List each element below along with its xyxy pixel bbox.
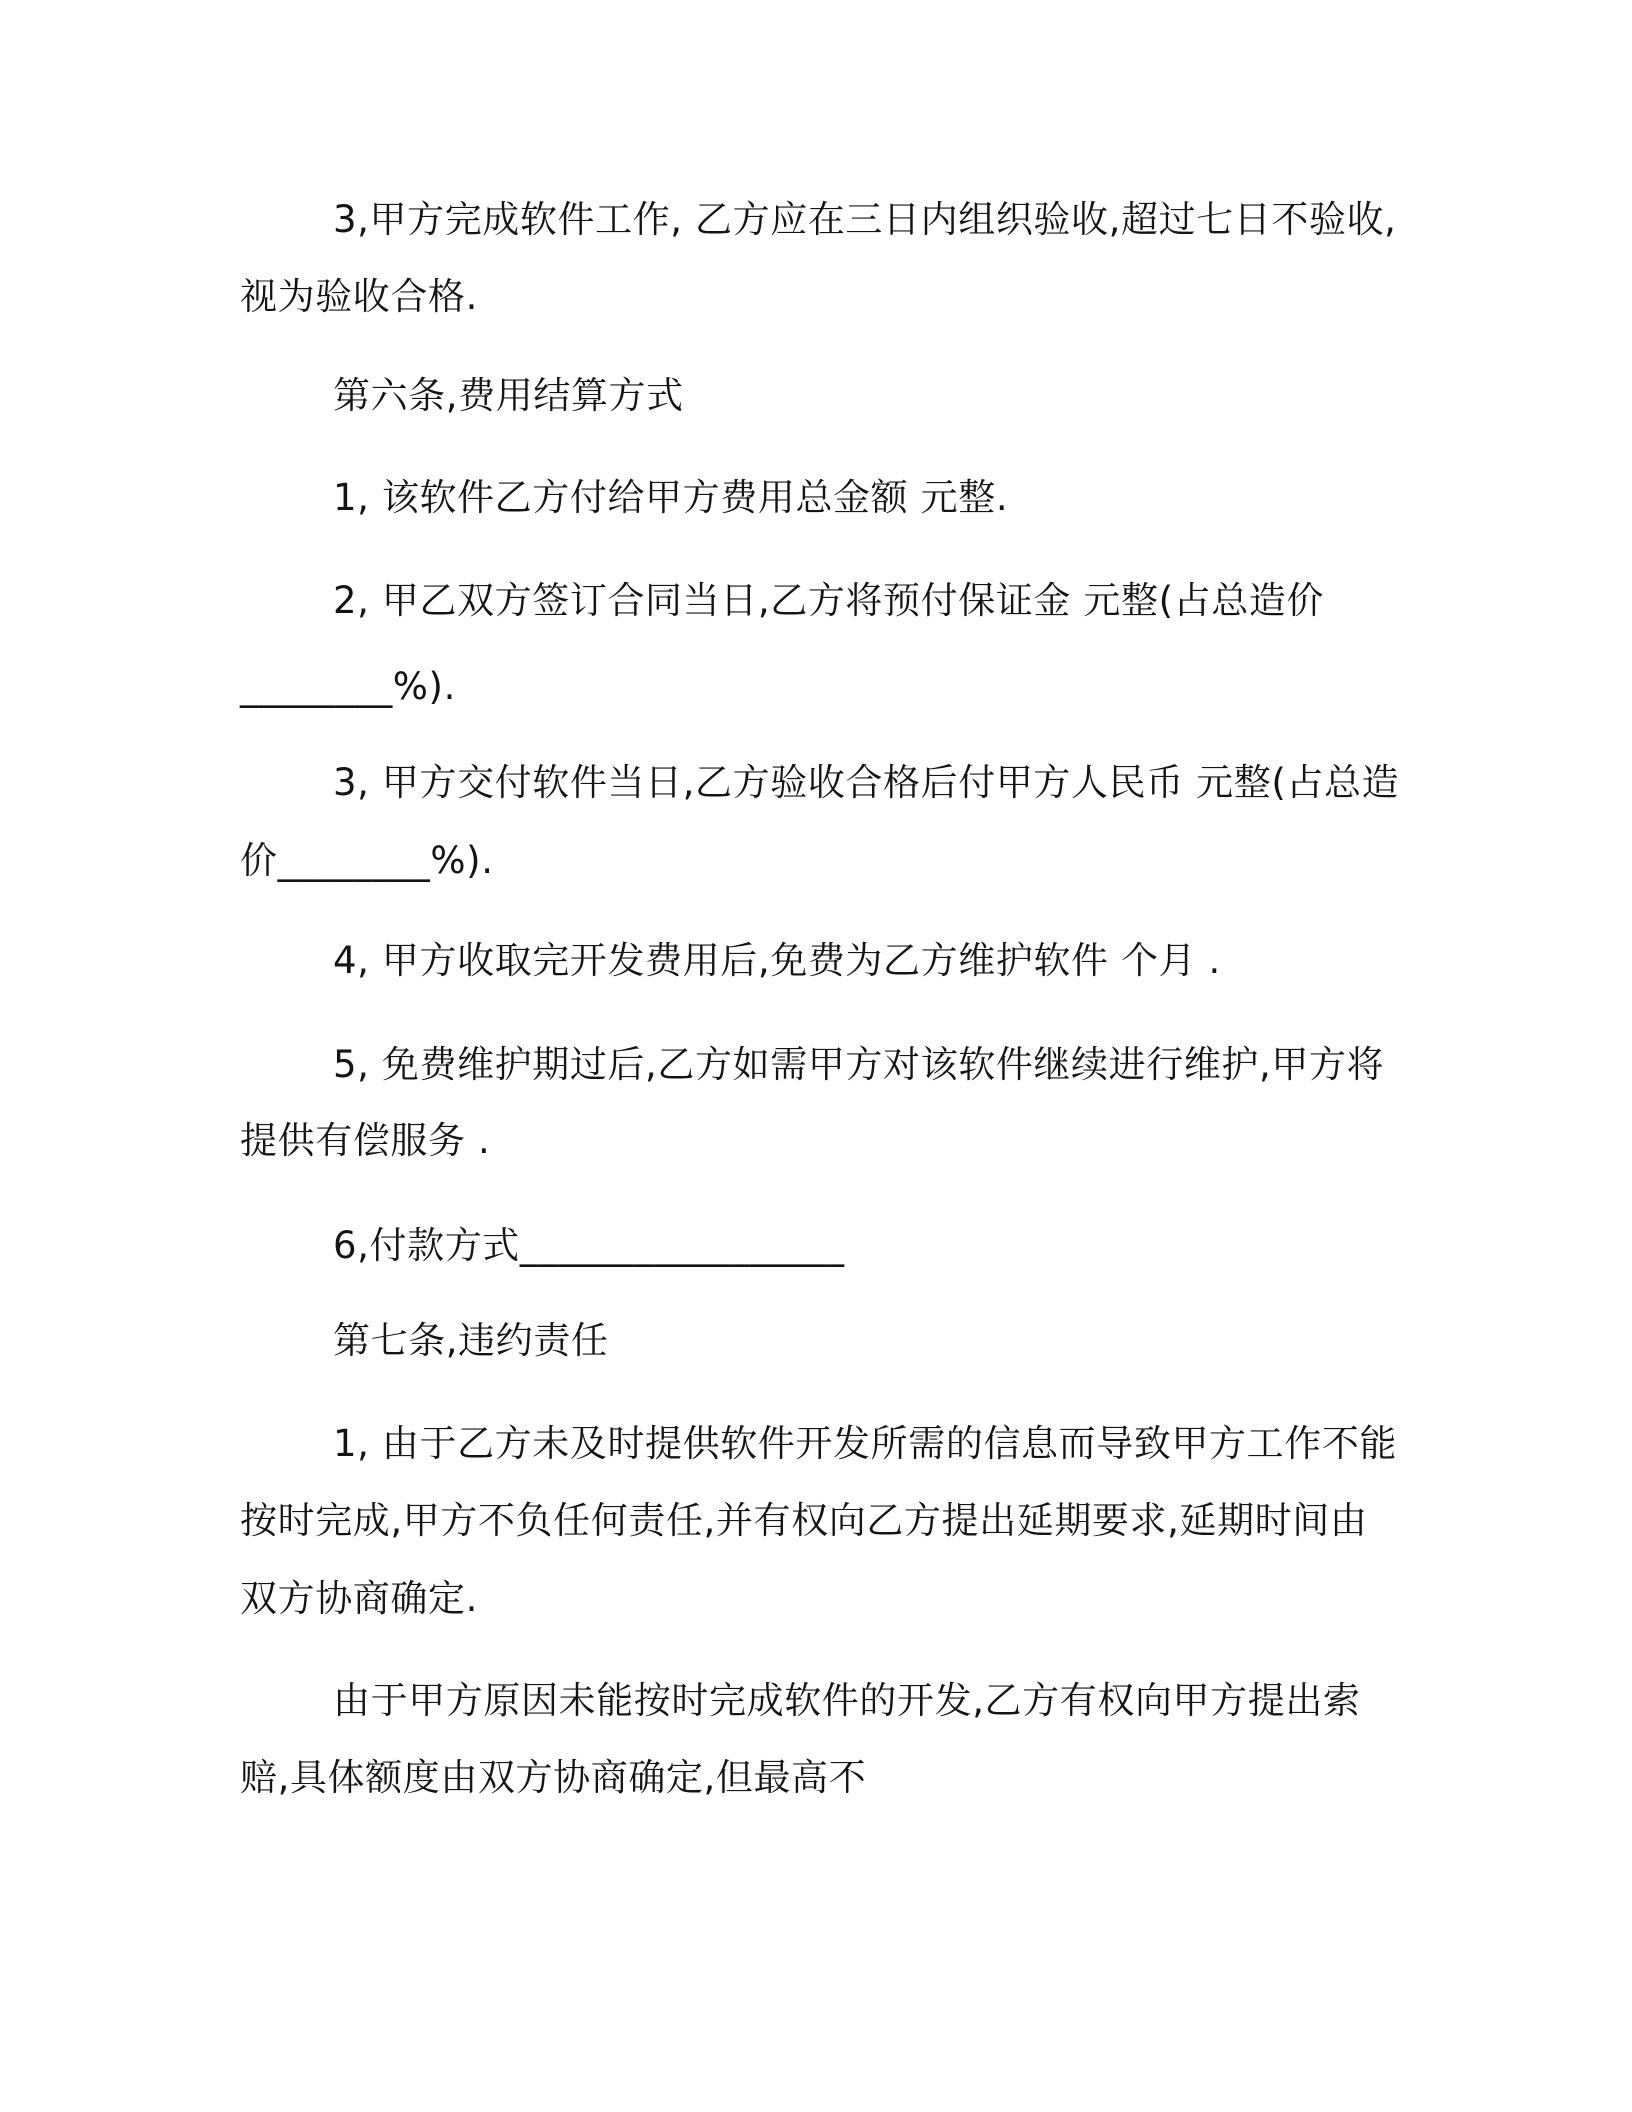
paragraph-line: 提供有偿服务 . [240, 1119, 491, 1162]
paragraph-line: 由于甲方原因未能按时完成软件的开发,乙方有权向甲方提出索 [333, 1679, 1361, 1722]
paragraph-line: 1, 该软件乙方付给甲方费用总金额 元整. [333, 476, 1009, 519]
paragraph-line: 双方协商确定. [240, 1577, 478, 1620]
paragraph-line: 2, 甲乙双方签订合同当日,乙方将预付保证金 元整(占总造价 [333, 579, 1325, 622]
paragraph-line: 5, 免费维护期过后,乙方如需甲方对该软件继续进行维护,甲方将 [333, 1043, 1385, 1086]
paragraph-line: 3, 甲方交付软件当日,乙方验收合格后付甲方人民币 元整(占总造 [333, 761, 1400, 804]
paragraph-line: 4, 甲方收取完开发费用后,免费为乙方维护软件 个月 . [333, 939, 1221, 982]
paragraph-line: 按时完成,甲方不负任何责任,并有权向乙方提出延期要求,延期时间由 [240, 1499, 1368, 1542]
paragraph-line: ________%). [240, 665, 456, 708]
section-heading: 第七条,违约责任 [333, 1319, 609, 1362]
paragraph-line: 1, 由于乙方未及时提供软件开发所需的信息而导致甲方工作不能 [333, 1422, 1398, 1465]
paragraph-line: 3,甲方完成软件工作, 乙方应在三日内组织验收,超过七日不验收, [333, 198, 1397, 241]
paragraph-line: 视为验收合格. [240, 275, 478, 318]
paragraph-line: 赔,具体额度由双方协商确定,但最高不 [240, 1756, 867, 1799]
section-heading: 第六条,费用结算方式 [333, 374, 684, 417]
paragraph-line: 6,付款方式_________________ [333, 1224, 845, 1267]
paragraph-line: 价________%). [240, 839, 494, 882]
